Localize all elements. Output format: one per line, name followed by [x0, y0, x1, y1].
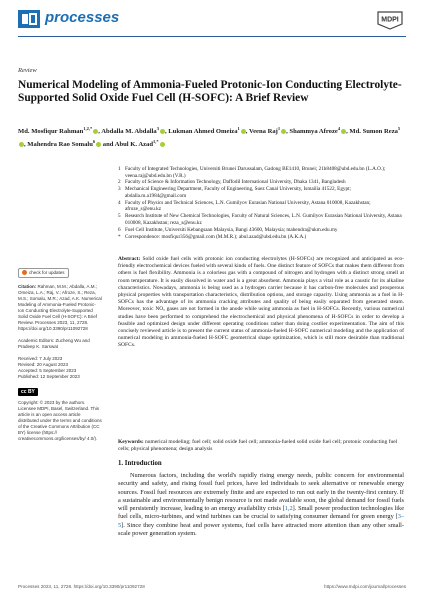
- affiliations: [118, 166, 403, 241]
- history-dates: [18, 356, 102, 380]
- header-rule: [18, 36, 406, 37]
- affiliation-item: * Correspondence: mosfiqur356@gmail.com (M.M.R.); abul.azad@ubd.edu.bn (A.K.A.): [118, 233, 307, 240]
- journal-header: [18, 8, 406, 34]
- article-title: Numerical Modeling of Ammonia-Fueled Protonic-Ion Conducting Electrolyte-Supported Solid Oxide Fuel Cell (H-SOFC): A Brief Review: [18, 79, 402, 104]
- academic-editors: Academic Editors: Zucheng Wu and Pradeep K. Sarswat: [18, 338, 90, 349]
- author-name[interactable]: Md. Sumon Reza$^5$: [18, 128, 400, 148]
- journal-name: processes: [45, 9, 120, 26]
- author-name[interactable]: Md. Mosfiqur Rahman$^{1,2,*}$: [18, 128, 98, 135]
- affiliation-item: 6 Fuel Cell Institute, Universiti Kebangsaan Malaysia, Bangi 43600, Malaysia; mahendra@ukm.edu.my: [118, 226, 338, 233]
- section-heading: 1. Introduction: [118, 460, 162, 467]
- svg-text:MDPI: MDPI: [381, 16, 399, 24]
- citation-text: Rahman, M.M.; Abdalla, A.M.; Omeiza, L.A.; Raj, V.; Afroze, S.; Reza, M.S.; Somalu, M.R.; Azad, A.K. Numerical Modeling of Ammonia-Fueled Protonic-Ion Conducting Electrolyte-Supported Solid Oxide Fuel Cell (H-SOFC): A Brief Review. Processes 2023, 11, 2728. https://doi.org/10.3390/pr11092728: [18, 284, 102, 331]
- affiliation-item: 1 Faculty of Integrated Technologies, Universiti Brunei Darussalam, Gadong BE1410, Brunei; 21h8408@ubd.edu.bn (L.A.O.); veena.raj@ubd.edu.bn (V.R.): [118, 166, 386, 179]
- published-date: Published: 12 September 2023: [18, 374, 80, 379]
- cc-license-badge[interactable]: cc BY: [18, 388, 38, 396]
- author-name[interactable]: Abdalla M. Abdalla$^3$: [101, 128, 165, 135]
- received-date: Received: 7 July 2023: [18, 356, 63, 361]
- journal-logo-icon: [18, 10, 40, 28]
- check-updates-button[interactable]: check for updates: [18, 268, 69, 278]
- affiliation-item: 3 Mechanical Engineering Department, Faculty of Engineering, Suez Canal University, Ismailia 41522, Egypt; abdalla.m.a1984@gmail.com: [118, 186, 351, 199]
- abstract: [118, 256, 404, 350]
- keywords: [118, 439, 404, 453]
- affiliation-item: 5 Research Institute of New Chemical Technologies, Faculty of Natural Sciences, L.N. Gumilyov Eurasian National University, Astana 010008, Kazakhstan; reza_s@enu.kz: [118, 213, 402, 226]
- author-name[interactable]: Mahendra Rao Somalu$^6$: [27, 141, 101, 148]
- article-sidebar: [18, 268, 102, 448]
- introduction-paragraph: Numerous factors, including the world's rapidly rising energy needs, public concern for environmental security and safety, and rising fossil fuel prices, have led individuals to seek alternative or renewable energy sources. Fossil fuel resources are extremely finite and are expected to run out early in the twenty-first century. If a sustainable and environmentally benign resource is not made available soon, the global demand for fossil fuels will persistently increase, leading to an energy availability crisis [1,2]. Small power production technologies like fuel cells, micro-turbines, and wind turbines can be crucial to satisfying consumer demand for green energy [3–5]. Since they combine heat and power systems, fuel cells have attracted more attention than any other small-scale power generation system.: [118, 472, 404, 538]
- page-footer: [18, 584, 406, 589]
- keywords-text: numerical modeling; fuel cell; solid oxide fuel cell; ammonia-fueled solid oxide fuel cell; protonic conducting fuel cells; physical phenomena; design analysis: [118, 439, 398, 453]
- article-type: Review: [18, 67, 37, 74]
- citation-block: Citation: Rahman, M.M.; Abdalla, A.M.; Omeiza, L.A.; Raj, V.; Afroze, S.; Reza, M.S.; Somalu, M.R.; Azad, A.K. Numerical Modeling of Ammonia-Fueled Protonic-Ion Conducting Electrolyte-Supported Solid Oxide Fuel Cell (H-SOFC): A Brief Review. Processes 2023, 11, 2728. https://doi.org/10.3390/pr11092728: [18, 284, 102, 331]
- author-name[interactable]: Lukman Ahmed Omeiza$^1$: [168, 128, 246, 135]
- revised-date: Revised: 20 August 2023: [18, 362, 69, 367]
- update-icon: [22, 270, 27, 275]
- author-name[interactable]: Abul K. Azad$^{1,*}$: [115, 141, 165, 148]
- affiliation-item: 4 Faculty of Physics and Technical Sciences, L.N. Gumilyov Eurasian National University, Astana 010008, Kazakhstan; afroze_s@enu.kz: [118, 199, 371, 213]
- affiliation-item: 2 Faculty of Science & Information Technology, Daffodil International University, Dhaka 1341, Bangladesh: [118, 179, 346, 186]
- mdpi-logo-icon: [374, 10, 406, 35]
- reference-link[interactable]: 1,2: [284, 505, 293, 513]
- footer-citation: Processes 2023, 11, 2728. https://doi.org/10.3390/pr11092728: [18, 584, 145, 589]
- orcid-icon[interactable]: [160, 142, 165, 147]
- accepted-date: Accepted: 5 September 2023: [18, 368, 77, 373]
- abstract-label: Abstract:: [118, 256, 141, 262]
- copyright-text: Copyright: © 2023 by the authors. Licensee MDPI, Basel, Switzerland. This article is an open access article distributed under the terms and conditions of the Creative Commons Attribution (CC BY) license (https:// creativecommons.org/licenses/by/ 4.0/).: [18, 400, 102, 441]
- keywords-label: Keywords:: [118, 439, 144, 445]
- abstract-text: Solid oxide fuel cells with protonic ion conducting electrolytes (H-SOFCs) are recognized and anticipated as eco-friendly electrochemical devices fueled with several kinds of fuels. One distinct feature of SOFCs that makes them different from others is fuel flexibility. Ammonia is a colorless gas with a compound of nitrogen and hydrogen with a distinct strong smell at room temperature. It is easily dissolved in water and is a great absorbent. Ammonia plays a vital role as a caustic for its alkaline characteristics. Nowadays, ammonia is being used as a hydrogen carrier because it has carbon-free molecules and prosperous physical properties with transportation characteristics, distribution options, and storage capacity. Using ammonia as a fuel in H-SOFCs has the advantage of its ammonia cracking attributes and quality of being easily separated from generated steam. Moreover, toxic NOₓ gases are not formed in the anode while using ammonia as fuel in H-SOFCs. Recently, various numerical studies have been performed to comprehend the electrochemical and physical phenomena of H-SOFCs in order to develop a feasible and optimized design under different operating conditions rather than doing costlier experimentation. The aim of this concisely reviewed article is to present the current status of ammonia-fueled H-SOFC numerical modeling and the application of numerical modeling in ammonia-fueled H-SOFC geometrical shape optimization, which is still more desirable than traditional SOFCs.: [118, 256, 405, 349]
- journal-url-link[interactable]: https://www.mdpi.com/journal/processes: [324, 584, 406, 589]
- reference-link[interactable]: 3–5: [118, 513, 404, 529]
- author-list: Md. Mosfiqur Rahman$^{1,2,*}$ , Abdalla M. Abdalla$^3$ , Lukman Ahmed Omeiza$^1$ , Veena Raj$^1$ , Shammya Afroze$^4$ , Md. Sumon Reza$^5$, Mahendra Rao Somalu$^6$ and Abul K. Azad$^{1,*}$: [18, 126, 401, 149]
- author-name[interactable]: Shammya Afroze$^4$: [289, 128, 346, 135]
- author-name[interactable]: Veena Raj$^1$: [249, 128, 286, 135]
